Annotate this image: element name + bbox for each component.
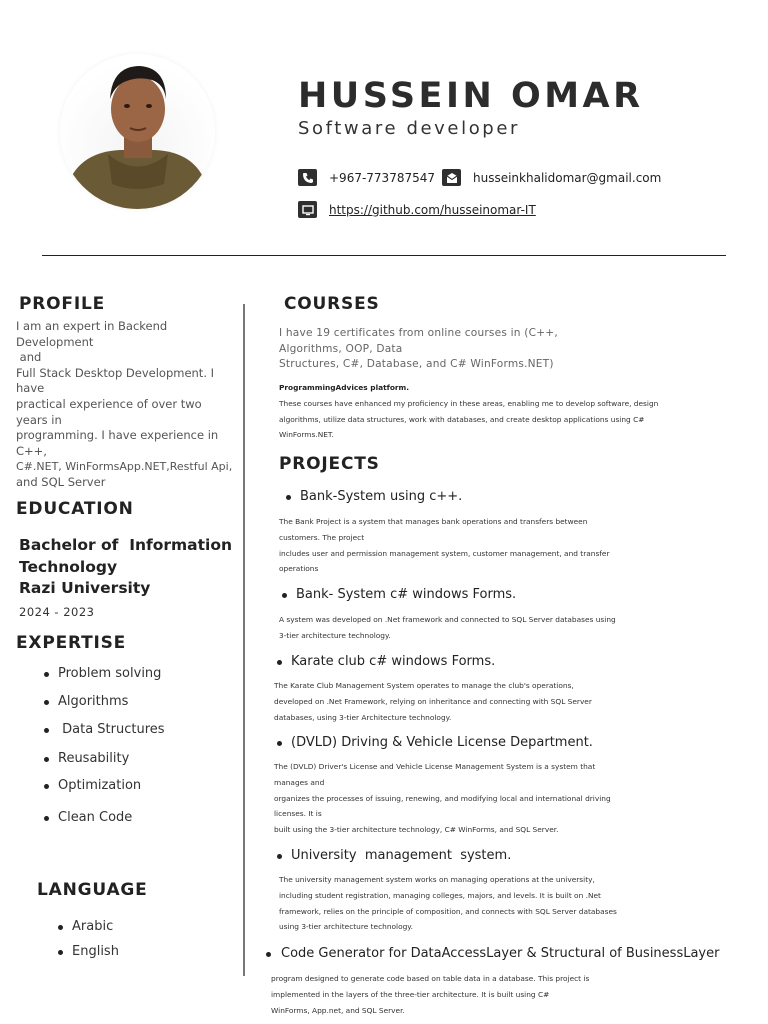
project-desc-line: including student registration, managing colleges, majors, and levels. It is built on .Net <box>279 890 601 900</box>
profile-line: and <box>16 350 42 365</box>
language-heading: LANGUAGE <box>37 880 148 900</box>
profile-line: have <box>16 381 45 396</box>
profile-line: C#.NET, WinFormsApp.NET,Restful Api, <box>16 460 233 474</box>
bullet-icon <box>44 784 49 789</box>
project-title: (DVLD) Driving & Vehicle License Department. <box>291 735 593 750</box>
bullet-icon <box>44 757 49 762</box>
person-photo-icon <box>60 54 215 209</box>
project-description <box>271 971 589 1018</box>
profile-line: practical experience of over two <box>16 396 202 411</box>
degree-line: Technology <box>19 557 118 576</box>
github-contact <box>298 201 536 218</box>
bullet-icon <box>266 952 271 957</box>
project-description <box>279 612 616 644</box>
project-desc-line: operations <box>279 564 319 574</box>
project-title: Karate club c# windows Forms. <box>291 654 496 669</box>
expertise-item: Problem solving <box>58 666 162 681</box>
courses-intro <box>279 326 558 373</box>
degree-line: Bachelor of Information <box>19 536 233 554</box>
expertise-item: Reusability <box>58 751 130 766</box>
courses-desc-line: WinForms.NET. <box>279 430 334 440</box>
header-divider <box>42 255 726 256</box>
project-desc-line: organizes the processes of issuing, renewing, and modifying local and international driving <box>274 793 611 803</box>
profile-line: Development <box>16 334 94 349</box>
expertise-heading: EXPERTISE <box>16 633 127 653</box>
project-desc-line: licenses. It is <box>274 809 322 819</box>
project-title: Bank- System c# windows Forms. <box>296 587 517 602</box>
expertise-item: Data Structures <box>58 722 165 737</box>
project-desc-line: 3-tier architecture technology. <box>279 630 391 640</box>
courses-platform: ProgrammingAdvices platform. <box>279 383 410 392</box>
project-title: University management system. <box>291 848 512 863</box>
project-title: Code Generator for DataAccessLayer & Structural of BusinessLayer <box>281 946 720 961</box>
courses-intro-line: Algorithms, OOP, Data <box>279 342 403 355</box>
project-desc-line: manages and <box>274 777 325 787</box>
project-desc-line: using 3-tier architecture technology. <box>279 922 413 932</box>
courses-intro-line: I have 19 certificates from online courses in (C++, <box>279 327 558 339</box>
profile-heading: PROFILE <box>19 294 105 314</box>
bullet-icon <box>44 728 49 733</box>
project-description <box>279 514 609 577</box>
courses-intro-line: Structures, C#, Database, and C# WinForms.NET) <box>279 358 554 371</box>
project-desc-line: framework, relies on the principle of composition, and connects with SQL Server databases <box>279 906 617 916</box>
project-desc-line: built using the 3-tier architecture technology, C# WinForms, and SQL Server. <box>274 825 559 835</box>
bullet-icon <box>277 660 282 665</box>
project-desc-line: includes user and permission management system, customer management, and transfer <box>279 548 610 558</box>
email-address[interactable]: husseinkhalidomar@gmail.com <box>473 170 662 185</box>
expertise-item: Clean Code <box>58 810 133 825</box>
courses-description <box>279 380 658 443</box>
bullet-icon <box>44 816 49 821</box>
bullet-icon <box>58 950 63 955</box>
bullet-icon <box>277 741 282 746</box>
project-desc-line: The university management system works on managing operations at the university, <box>279 875 595 884</box>
profile-line: C++, <box>16 443 47 458</box>
job-title: Software developer <box>298 118 521 139</box>
email-contact <box>442 169 661 186</box>
bullet-icon <box>282 593 287 598</box>
column-divider <box>243 304 245 976</box>
profile-line: I am an expert in Backend <box>16 319 168 333</box>
profile-line: and SQL Server <box>16 474 106 489</box>
project-desc-line: developed on .Net Framework, relying on inheritance and connecting with SQL Server <box>274 696 592 706</box>
profile-line: years in <box>16 412 62 427</box>
project-desc-line: databases, using 3-tier Architecture technology. <box>274 712 452 722</box>
bullet-icon <box>44 672 49 677</box>
project-desc-line: customers. The project <box>279 532 365 542</box>
expertise-item: Algorithms <box>58 694 129 709</box>
phone-number[interactable]: +967-773787547 <box>329 170 436 185</box>
project-desc-line: The Bank Project is a system that manages bank operations and transfers between <box>279 517 588 526</box>
project-desc-line: program designed to generate code based on table data in a database. This project is <box>271 974 590 983</box>
phone-contact <box>298 169 435 186</box>
bullet-icon <box>286 495 291 500</box>
profile-line: programming. I have experience in <box>16 428 219 443</box>
project-desc-line: WinForms, App.net, and SQL Server. <box>271 1005 405 1015</box>
language-item: Arabic <box>72 919 114 934</box>
project-desc-line: The (DVLD) Driver's License and Vehicle License Management System is a system that <box>274 762 596 771</box>
monitor-icon <box>298 201 317 218</box>
language-item: English <box>72 944 119 959</box>
project-title: Bank-System using c++. <box>300 489 463 504</box>
education-years: 2024 - 2023 <box>19 605 95 619</box>
bullet-icon <box>58 925 63 930</box>
degree <box>19 535 232 600</box>
bullet-icon <box>44 700 49 705</box>
project-desc-line: The Karate Club Management System operates to manage the club's operations, <box>274 681 574 690</box>
bullet-icon <box>277 854 282 859</box>
project-description <box>274 759 611 838</box>
project-description <box>279 872 617 935</box>
github-link[interactable]: https://github.com/husseinomar-IT <box>329 202 536 217</box>
profile-text <box>16 319 241 491</box>
candidate-name: HUSSEIN OMAR <box>298 76 644 116</box>
email-icon <box>442 169 461 186</box>
university-name: Razi University <box>19 579 151 597</box>
profile-line: Full Stack Desktop Development. I <box>16 365 215 380</box>
courses-desc-line: algorithms, utilize data structures, work with databases, and create desktop applications using C# <box>279 414 645 424</box>
project-desc-line: A system was developed on .Net framework and connected to SQL Server databases using <box>279 615 616 624</box>
phone-icon <box>298 169 317 186</box>
expertise-item: Optimization <box>58 778 142 793</box>
education-heading: EDUCATION <box>16 499 134 519</box>
projects-heading: PROJECTS <box>279 454 380 474</box>
courses-desc-line: These courses have enhanced my proficiency in these areas, enabling me to develop software, design <box>279 398 659 408</box>
courses-heading: COURSES <box>284 294 380 314</box>
project-description <box>274 678 592 725</box>
profile-photo <box>60 54 215 209</box>
project-desc-line: implemented in the layers of the three-tier architecture. It is built using C# <box>271 989 550 999</box>
